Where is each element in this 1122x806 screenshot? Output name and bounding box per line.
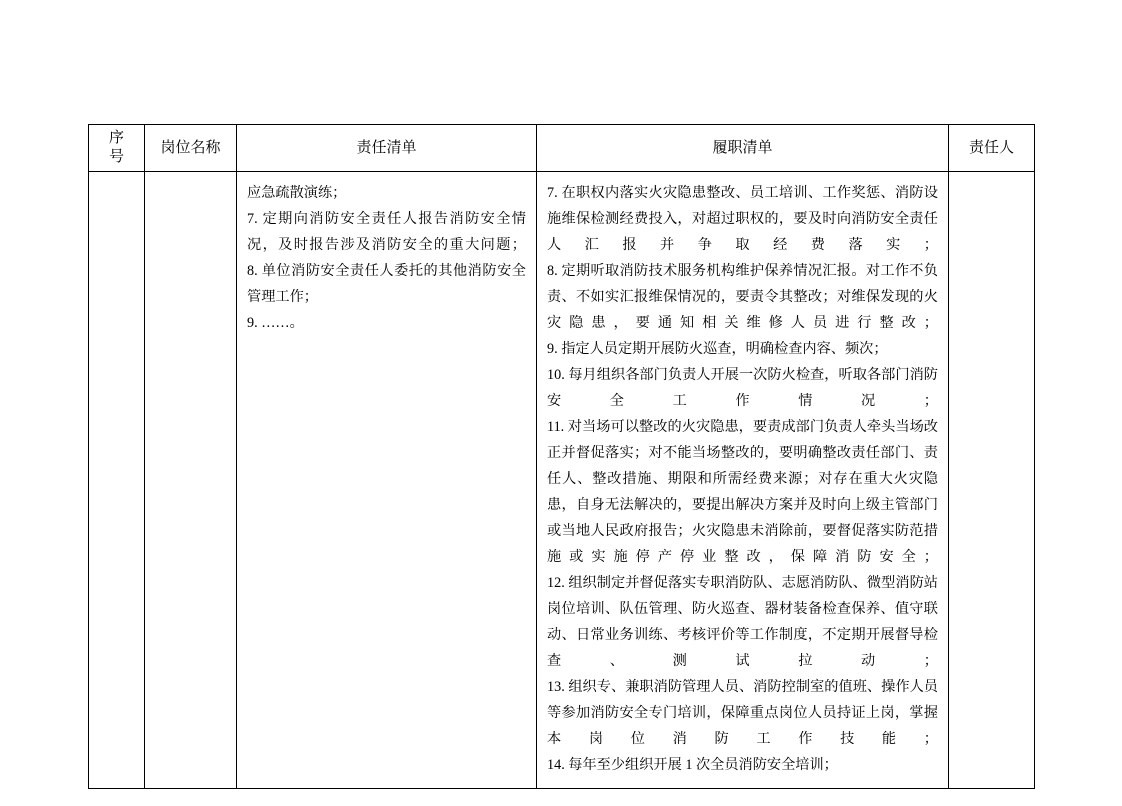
- responsibility-item: 9. ……。: [247, 315, 304, 331]
- duty-item: 8. 定期听取消防技术服务机构维护保养情况汇报。对工作不负责、不如实汇报维保情况的，要责令其整改；对维保发现的火灾隐患，要通知相关维修人员进行整改；: [547, 263, 938, 331]
- header-cell-responsibility: 责任清单: [237, 125, 537, 172]
- header-cell-post: 岗位名称: [145, 125, 237, 172]
- cell-post: [145, 172, 237, 789]
- duty-item: 9. 指定人员定期开展防火巡查，明确检查内容、频次；: [547, 341, 888, 357]
- duty-item: 11. 对当场可以整改的火灾隐患，要责成部门负责人牵头当场改正并督促落实；对不能当场整改的，要明确整改责任部门、责任人、整改措施、期限和所需经费来源；对存在重大火灾隐患，自身无法解决的，要提出解决方案并及时向上级主管部门或当地人民政府报告；火灾隐患未消除前，要督促落实防范措施或实施停产停业整改，保障消防安全；: [547, 419, 938, 565]
- cell-seq-value: [89, 172, 144, 806]
- responsibility-item: 7. 定期向消防安全责任人报告消防安全情况，及时报告涉及消防安全的重大问题；: [247, 211, 526, 253]
- cell-seq: [89, 172, 145, 789]
- cell-post-value: [145, 172, 236, 806]
- cell-owner-value: [949, 172, 1034, 806]
- responsibility-item: 应急疏散演练；: [247, 185, 347, 201]
- duty-list: [537, 172, 948, 788]
- header-cell-owner: 责任人: [949, 125, 1035, 172]
- header-seq-line2: 号: [108, 149, 124, 165]
- duty-item: 10. 每月组织各部门负责人开展一次防火检查，听取各部门消防安全工作情况；: [547, 367, 938, 409]
- table-row: [89, 172, 1035, 789]
- header-seq-line1: 序: [108, 130, 124, 146]
- fire-safety-duty-table: [88, 124, 1035, 789]
- cell-responsibility: [237, 172, 537, 789]
- duty-item: 7. 在职权内落实火灾隐患整改、员工培训、工作奖惩、消防设施维保检测经费投入，对超过职权的，要及时向消防安全责任人汇报并争取经费落实；: [547, 185, 938, 253]
- responsibility-item: 8. 单位消防安全责任人委托的其他消防安全管理工作；: [247, 263, 526, 305]
- cell-owner: [949, 172, 1035, 789]
- duty-item: 12. 组织制定并督促落实专职消防队、志愿消防队、微型消防站岗位培训、队伍管理、防火巡查、器材装备检查保养、值守联动、日常业务训练、考核评价等工作制度，不定期开展督导检查、测试拉动；: [547, 575, 938, 669]
- duty-item: 13. 组织专、兼职消防管理人员、消防控制室的值班、操作人员等参加消防安全专门培训，保障重点岗位人员持证上岗，掌握本岗位消防工作技能；: [547, 679, 938, 747]
- duty-item: 14. 每年至少组织开展 1 次全员消防安全培训；: [547, 757, 838, 773]
- header-cell-seq: [89, 125, 145, 172]
- table-header-row: [89, 125, 1035, 172]
- cell-duty: [537, 172, 949, 789]
- header-cell-duty: 履职清单: [537, 125, 949, 172]
- responsibility-list: [237, 172, 536, 346]
